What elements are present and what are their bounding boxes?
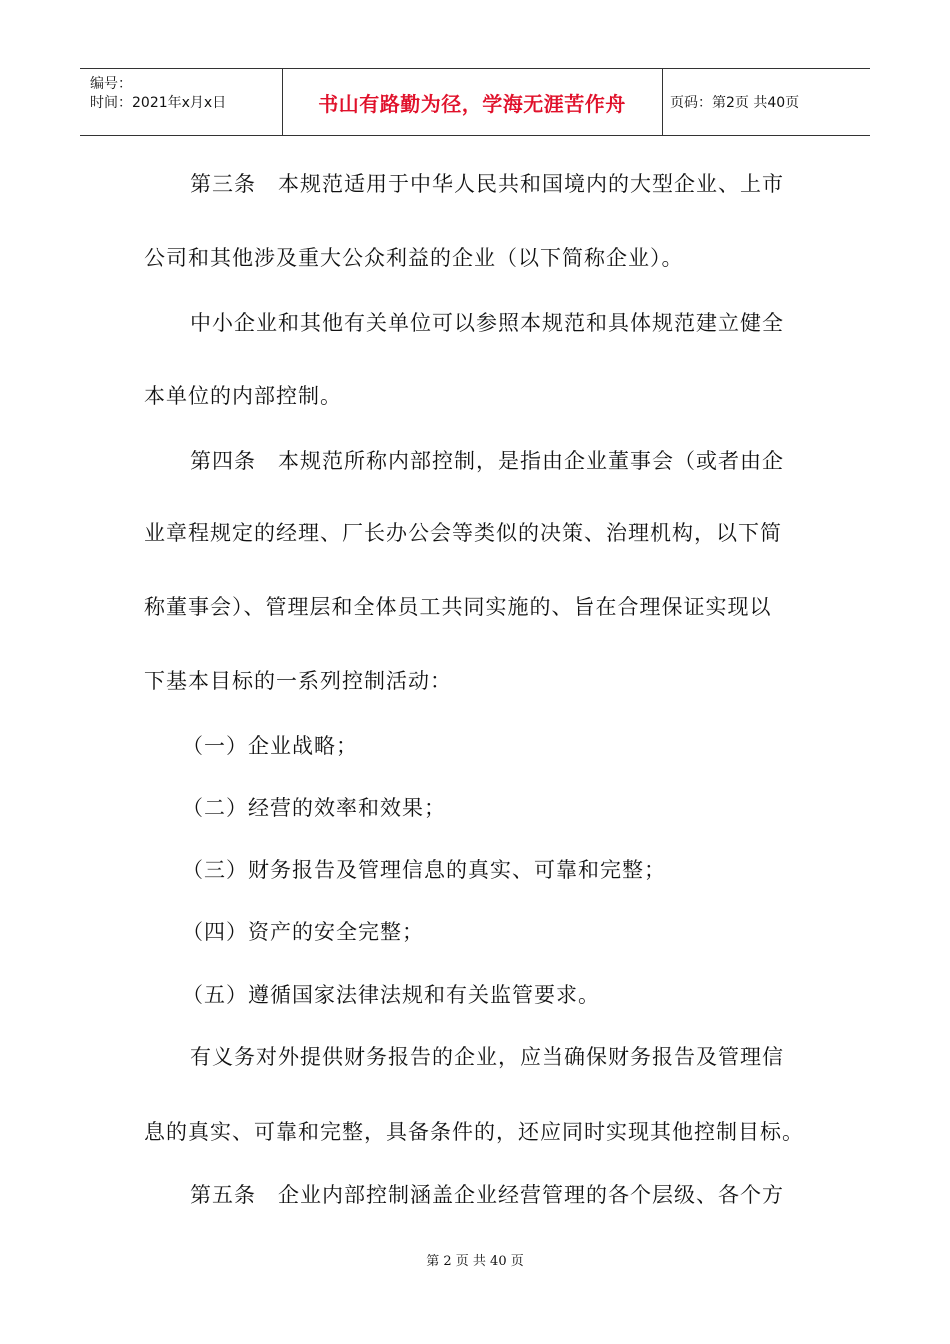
list-item: （一）企业战略； (182, 734, 358, 758)
list-item: （四）资产的安全完整； (182, 920, 424, 944)
list-item: （二）经营的效率和效果； (182, 796, 446, 820)
body-line: 息的真实、可靠和完整，具备条件的，还应同时实现其他控制目标。 (144, 1120, 804, 1144)
motto-text: 书山有路勤为径，学海无涯苦作舟 (318, 91, 626, 116)
list-item: （三）财务报告及管理信息的真实、可靠和完整； (182, 858, 666, 882)
page-header (80, 68, 870, 136)
page-code-label: 页码：第2页 共40页 (670, 95, 800, 111)
header-motto-cell (282, 69, 663, 135)
page-footer: 第 2 页 共 40 页 (426, 1254, 524, 1269)
body-line: 中小企业和其他有关单位可以参照本规范和具体规范建立健全 (146, 311, 784, 335)
body-line: 称董事会）、管理层和全体员工共同实施的、旨在合理保证实现以 (144, 595, 772, 619)
header-page-cell (662, 69, 870, 135)
header-left-cell (80, 69, 283, 135)
body-line: 第四条 本规范所称内部控制，是指由企业董事会（或者由企 (146, 449, 784, 473)
body-line: 业章程规定的经理、厂长办公会等类似的决策、治理机构，以下简 (144, 521, 782, 545)
body-line: 公司和其他涉及重大公众利益的企业（以下简称企业）。 (144, 246, 684, 270)
body-line: 第五条 企业内部控制涵盖企业经营管理的各个层级、各个方 (146, 1183, 784, 1207)
body-line: 下基本目标的一系列控制活动： (144, 669, 452, 693)
body-line: 有义务对外提供财务报告的企业，应当确保财务报告及管理信 (146, 1045, 784, 1069)
body-line: 第三条 本规范适用于中华人民共和国境内的大型企业、上市 (146, 172, 784, 196)
document-number-label: 编号： (90, 76, 132, 92)
list-item: （五）遵循国家法律法规和有关监管要求。 (182, 983, 600, 1007)
body-line: 本单位的内部控制。 (144, 384, 342, 408)
document-time-label: 时间：2021年x月x日 (90, 95, 227, 111)
